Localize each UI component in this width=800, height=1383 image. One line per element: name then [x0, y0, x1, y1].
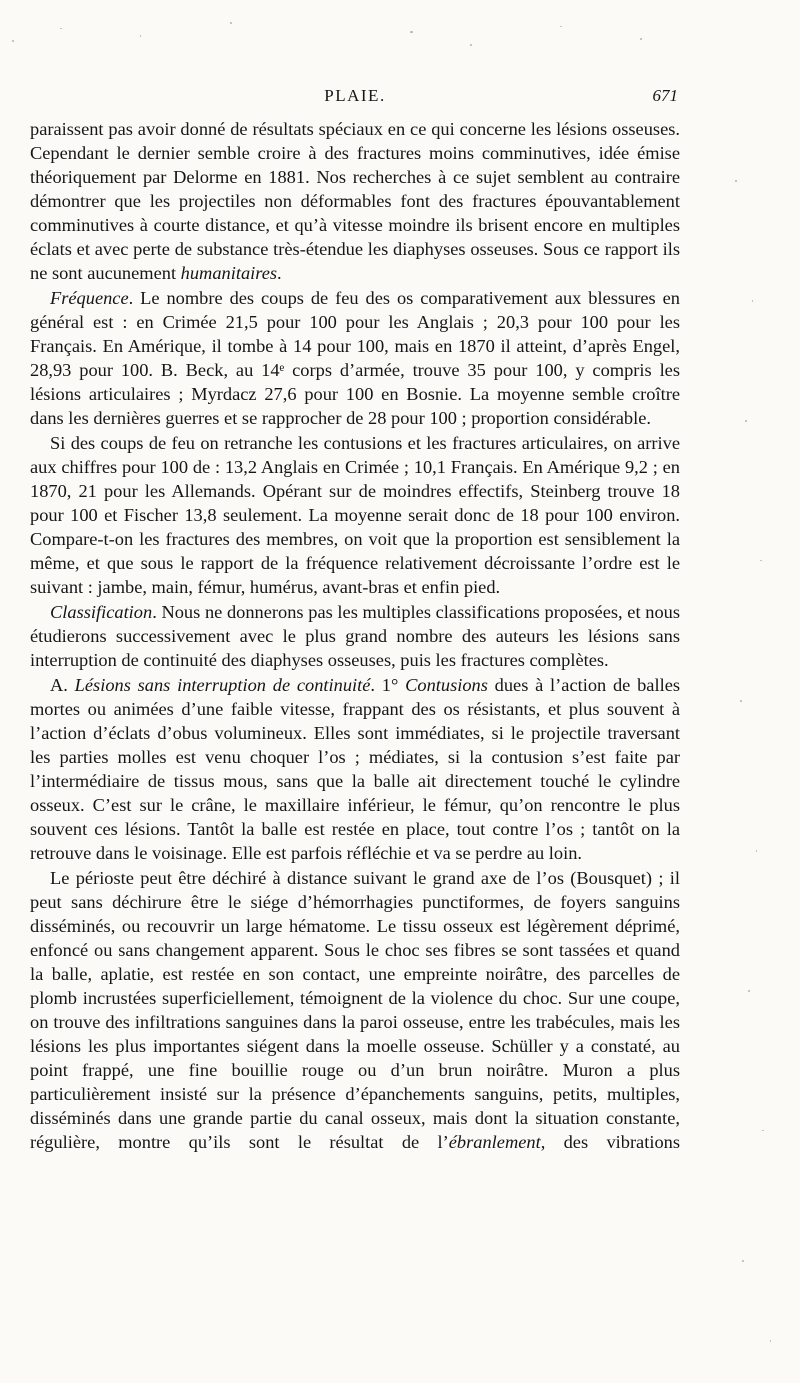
text-run: . Le nombre des coups de feu des os comparativement aux blessures en général est : en Crimée 21,5 pour 100 pour les Anglais ; 20,3 pour 100 pour les Français. En Amérique, il tombe à 14 pour 100, mais en 1870 il atteint, d’après Engel, 28,93 pour 100. B. Beck, au 14ᵉ corps d’armée, trouve 35 pour 100, y compris les lésions articulaires ; Myrdacz 27,6 pour 100 en Bosnie. La moyenne semble croître dans les dernières guerres et se rapprocher de 28 pour 100 ; proportion considérable. — [30, 288, 680, 428]
text-run: . — [277, 263, 282, 283]
italic-run: ébranlement — [448, 1132, 541, 1152]
paragraph-continuation — [30, 117, 680, 285]
page-header — [30, 86, 680, 110]
page-number: 671 — [652, 86, 678, 105]
italic-run: Classification — [50, 602, 153, 622]
running-title: PLAIE. — [324, 86, 386, 105]
italic-run: Contusions — [405, 675, 488, 695]
text-run: paraissent pas avoir donné de résultats spéciaux en ce qui concerne les lésions osseuses. Cependant le dernier semble croire à des fractures moins comminutives, idée émise théoriquement par Delorme en 1881. Nos recherches à ce sujet semblent au contraire démontrer que les projectiles non déformables font des fractures épouvantablement comminutives à courte distance, et qu’à vitesse moindre ils brisent encore en multiples éclats et avec perte de substance très-étendue les diaphyses osseuses. Sous ce rapport ils ne sont aucunement — [30, 119, 680, 283]
text-run: A. — [50, 675, 75, 695]
paragraph-perioste — [30, 866, 680, 1154]
text-run: . Nous ne donnerons pas les multiples classifications proposées, et nous étudierons successivement avec le plus grand nombre des auteurs les lésions sans interruption de continuité des diaphyses osseuses, puis les fractures complètes. — [30, 602, 680, 670]
text-run: dues à l’action de balles mortes ou animées d’une faible vitesse, frappant des os résistants, et plus souvent à l’action d’éclats d’obus volumineux. Elles sont immédiates, si le projectile traversant les parties molles est venu choquer l’os ; médiates, si la contusion s’est faite par l’intermédiaire de tissus mous, sans que la balle ait directement touché le cylindre osseux. C’est sur le crâne, le maxillaire inférieur, le fémur, qu’on rencontre le plus souvent ces lésions. Tantôt la balle est restée en place, tout contre l’os ; tantôt on la retrouve dans le voisinage. Elle est parfois réfléchie et va se perdre au loin. — [30, 675, 681, 863]
paragraph-lesions-sans-interruption — [30, 673, 680, 865]
italic-run: humanitaires — [180, 263, 278, 283]
text-run: , des vibrations — [540, 1132, 680, 1152]
paragraph-classification — [30, 600, 680, 672]
text-run: Le périoste peut être déchiré à distance suivant le grand axe de l’os (Bousquet) ; il peut sans déchirure être le siége d’hémorrhagies punctiformes, de foyers sanguins disséminés, ou recouvrir un large hématome. Le tissu osseux est légèrement déprimé, enfoncé ou sans changement apparent. Sous le choc ses fibres se sont tassées et quand la balle, aplatie, est restée en son contact, une empreinte noirâtre, des parcelles de plomb incrustées superficiellement, témoignent de la violence du choc. Sur une coupe, on trouve des infiltrations sanguines dans la paroi osseuse, entre les trabécules, mais les lésions les plus importantes siégent dans la moelle osseuse. Schüller y a constaté, au point frappé, une fine bouillie rouge ou d’un brun noirâtre. Muron a plus particulièrement insisté sur la présence d’épanchements sanguins, petits, multiples, disséminés dans une grande partie du canal osseux, mais dont la situation constante, régulière, montre qu’ils sont le résultat de l’ — [30, 868, 680, 1152]
text-run: . 1° — [370, 675, 406, 695]
text-run: Si des coups de feu on retranche les contusions et les fractures articulaires, on arrive aux chiffres pour 100 de : 13,2 Anglais en Crimée ; 10,1 Français. En Amérique 9,2 ; en 1870, 21 pour les Allemands. Opérant sur de moindres effectifs, Steinberg trouve 18 pour 100 et Fischer 13,8 seulement. La moyenne serait donc de 18 pour 100 environ. Compare-t-on les fractures des membres, on voit que la proportion est sensiblement la même, et que sous le rapport de la fréquence relativement décroissante l’ordre est le suivant : jambe, main, fémur, humérus, avant-bras et enfin pied. — [30, 433, 680, 597]
italic-run: Lésions sans interruption de continuité — [74, 675, 371, 695]
body-text — [30, 117, 680, 1154]
paragraph-frequence — [30, 286, 680, 430]
paragraph-contusions-retranche — [30, 431, 680, 599]
italic-run: Fréquence — [50, 288, 129, 308]
